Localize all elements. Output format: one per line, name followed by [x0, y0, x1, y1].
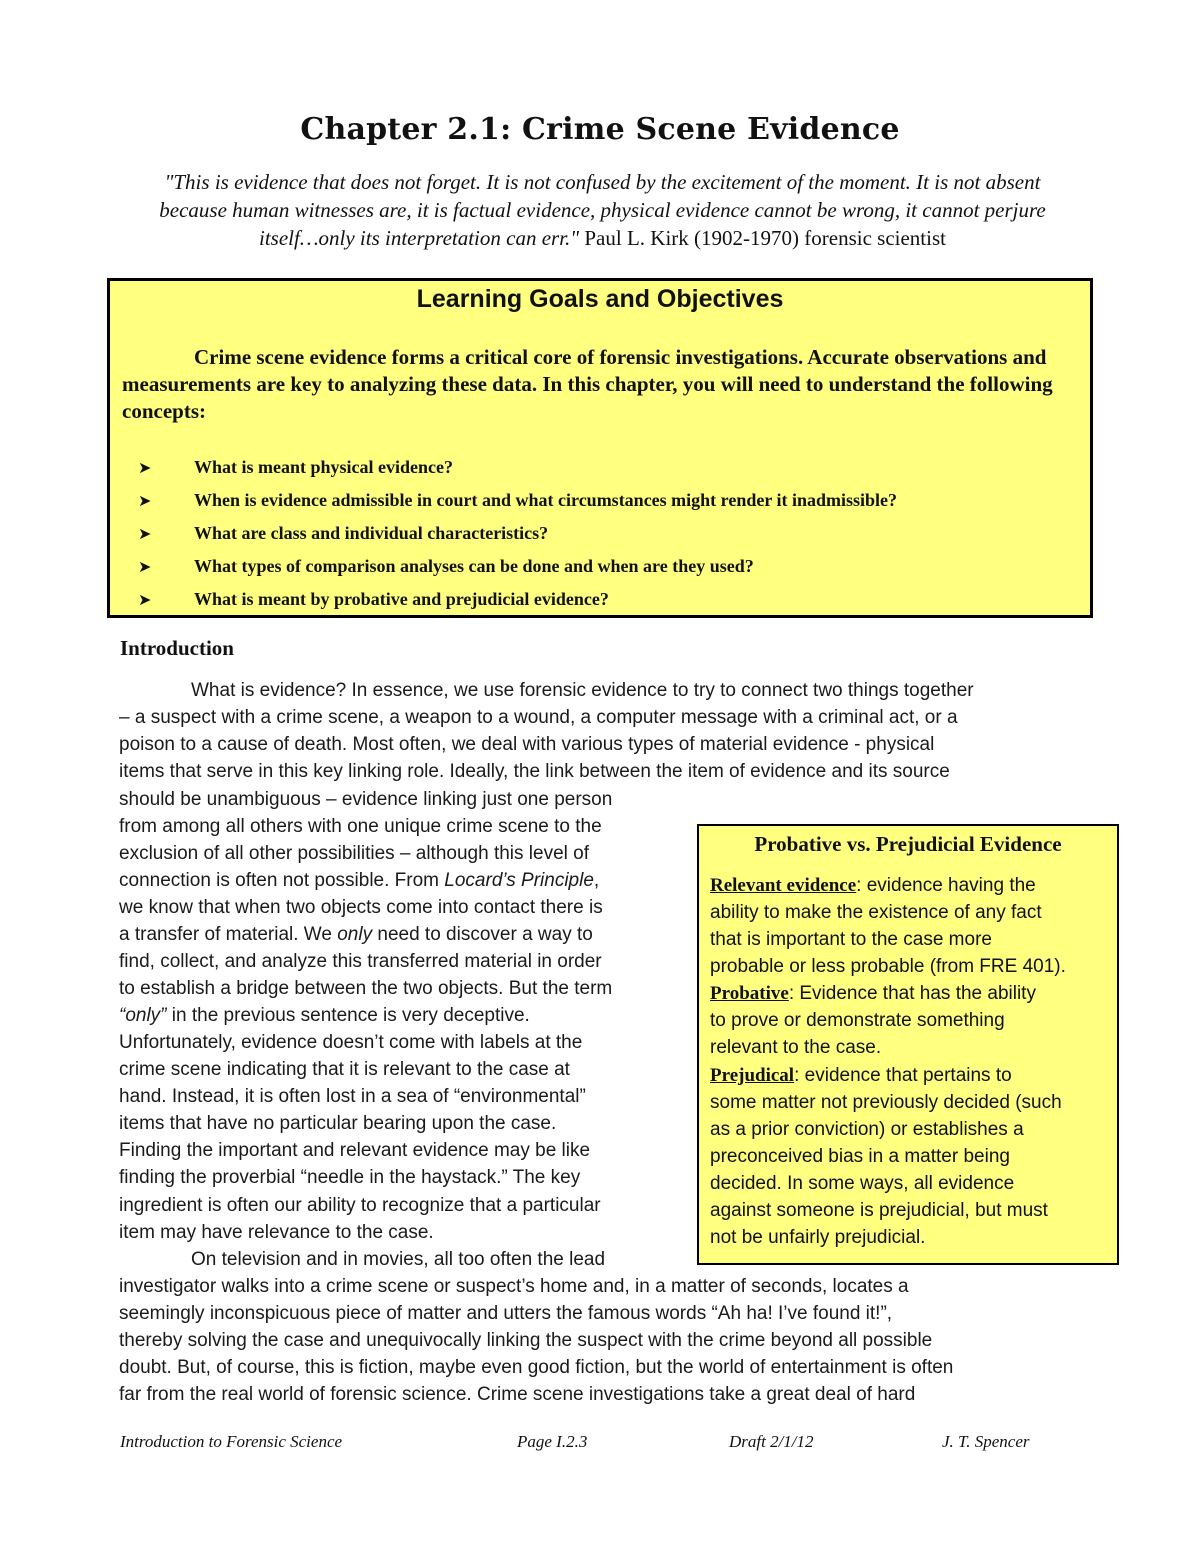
body-line: finding the proverbial “needle in the haystack.” The key [119, 1167, 581, 1188]
sidebar-line: that is important to the case more [710, 929, 992, 950]
learning-goals-heading: Learning Goals and Objectives [416, 285, 784, 313]
quote-attribution: Paul L. Kirk (1902-1970) forensic scientist [579, 226, 946, 250]
sidebar-title: Probative vs. Prejudicial Evidence [754, 832, 1062, 856]
probative-term: Probative [710, 983, 789, 1004]
body-line: connection is often not possible. From Locard’s Principle, [119, 870, 600, 891]
body-line: exclusion of all other possibilities – although this level of [119, 843, 589, 864]
introduction-heading: Introduction [120, 636, 234, 660]
body-line: we know that when two objects come into contact there is [119, 897, 603, 918]
body-line: On television and in movies, all too often the lead [191, 1249, 606, 1270]
footer-page-number: Page I.2.3 [517, 1432, 588, 1451]
sidebar-line: Probative: Evidence that has the ability [710, 983, 1036, 1004]
sidebar-line: as a prior conviction) or establishes a [710, 1119, 1024, 1140]
sidebar-line: against someone is prejudicial, but must [710, 1200, 1048, 1221]
arrow-bullet-icon: ➤ [138, 590, 152, 609]
objective-item: ➤ What is meant physical evidence? [138, 452, 1068, 482]
sidebar-line: some matter not previously decided (such [710, 1092, 1062, 1113]
arrow-bullet-icon: ➤ [138, 458, 152, 477]
arrow-bullet-icon: ➤ [138, 557, 152, 576]
prejudical-term: Prejudical [710, 1065, 795, 1086]
body-line: “only” in the previous sentence is very deceptive. [119, 1005, 530, 1026]
chapter-title: Chapter 2.1: Crime Scene Evidence [300, 112, 900, 147]
body-line: items that have no particular bearing upon the case. [119, 1113, 557, 1134]
objective-item: ➤ What are class and individual characteristics? [138, 518, 1068, 548]
body-line: a transfer of material. We only need to discover a way to [119, 924, 593, 945]
body-line: to establish a bridge between the two objects. But the term [119, 978, 613, 999]
probative-prejudicial-sidebar [697, 824, 1119, 1265]
sidebar-line: Relevant evidence: evidence having the [710, 875, 1036, 896]
body-line: item may have relevance to the case. [119, 1222, 434, 1243]
objective-item: ➤ What is meant by probative and prejudicial evidence? [138, 584, 1068, 614]
emphasis-only-quoted: “only” [119, 1005, 167, 1026]
body-line: should be unambiguous – evidence linking just one person [119, 789, 613, 810]
sidebar-line: to prove or demonstrate something [710, 1010, 1005, 1031]
body-line: thereby solving the case and unequivocally linking the suspect with the crime beyond all possible [119, 1330, 933, 1351]
objective-item: ➤ When is evidence admissible in court and what circumstances might render it inadmissible? [138, 485, 1068, 515]
sidebar-line: preconceived bias in a matter being [710, 1146, 1010, 1167]
body-line: find, collect, and analyze this transferred material in order [119, 951, 602, 972]
sidebar-line: relevant to the case. [710, 1037, 882, 1058]
body-line: – a suspect with a crime scene, a weapon to a wound, a computer message with a criminal act, or a [119, 707, 958, 728]
arrow-bullet-icon: ➤ [138, 524, 152, 543]
footer-course: Introduction to Forensic Science [120, 1432, 343, 1451]
locard-principle-term: Locard’s Principle [444, 870, 594, 891]
body-line: What is evidence? In essence, we use forensic evidence to try to connect two things together [191, 680, 974, 701]
relevant-evidence-term: Relevant evidence [710, 875, 857, 896]
footer-draft-date: Draft 2/1/12 [729, 1432, 814, 1451]
sidebar-line: not be unfairly prejudicial. [710, 1227, 926, 1248]
body-line: from among all others with one unique crime scene to the [119, 816, 602, 837]
body-line: seemingly inconspicuous piece of matter and utters the famous words “Ah ha! I’ve found it!”, [119, 1303, 893, 1324]
sidebar-line: decided. In some ways, all evidence [710, 1173, 1015, 1194]
body-line: Unfortunately, evidence doesn’t come with labels at the [119, 1032, 583, 1053]
objective-item: ➤ What types of comparison analyses can be done and when are they used? [138, 551, 1068, 581]
sidebar-line: Prejudical: evidence that pertains to [710, 1065, 1012, 1086]
arrow-bullet-icon: ➤ [138, 491, 152, 510]
body-line: Finding the important and relevant evidence may be like [119, 1140, 591, 1161]
epigraph-quote [140, 168, 1065, 252]
body-line: far from the real world of forensic science. Crime scene investigations take a great deal of hard [119, 1384, 916, 1405]
body-line: items that serve in this key linking role. Ideally, the link between the item of evidence and its source [119, 761, 950, 782]
body-line: ingredient is often our ability to recognize that a particular [119, 1195, 601, 1216]
quote-text: "This is evidence that does not forget. It is not confused by the excitement of the moment. It is not absent because human witnesses are, it is factual evidence, physical evidence cannot be wrong, it cannot perjure itself…only its interpretation can err." [159, 170, 1046, 250]
body-line: hand. Instead, it is often lost in a sea of “environmental” [119, 1086, 586, 1107]
body-line: poison to a cause of death. Most often, we deal with various types of material evidence - physical [119, 734, 935, 755]
body-line: investigator walks into a crime scene or suspect’s home and, in a matter of seconds, locates a [119, 1276, 909, 1297]
sidebar-line: ability to make the existence of any fact [710, 902, 1042, 923]
body-line: crime scene indicating that it is relevant to the case at [119, 1059, 570, 1080]
body-line: doubt. But, of course, this is fiction, maybe even good fiction, but the world of entertainment is often [119, 1357, 954, 1378]
emphasis-only: only [337, 924, 373, 945]
learning-goals-box [107, 278, 1093, 618]
sidebar-line: probable or less probable (from FRE 401). [710, 956, 1066, 977]
learning-goals-intro: Crime scene evidence forms a critical core of forensic investigations. Accurate observations and measurements are key to analyzing these data. In this chapter, you will need to understand the following concepts: [122, 345, 1053, 423]
footer-author: J. T. Spencer [942, 1432, 1030, 1451]
